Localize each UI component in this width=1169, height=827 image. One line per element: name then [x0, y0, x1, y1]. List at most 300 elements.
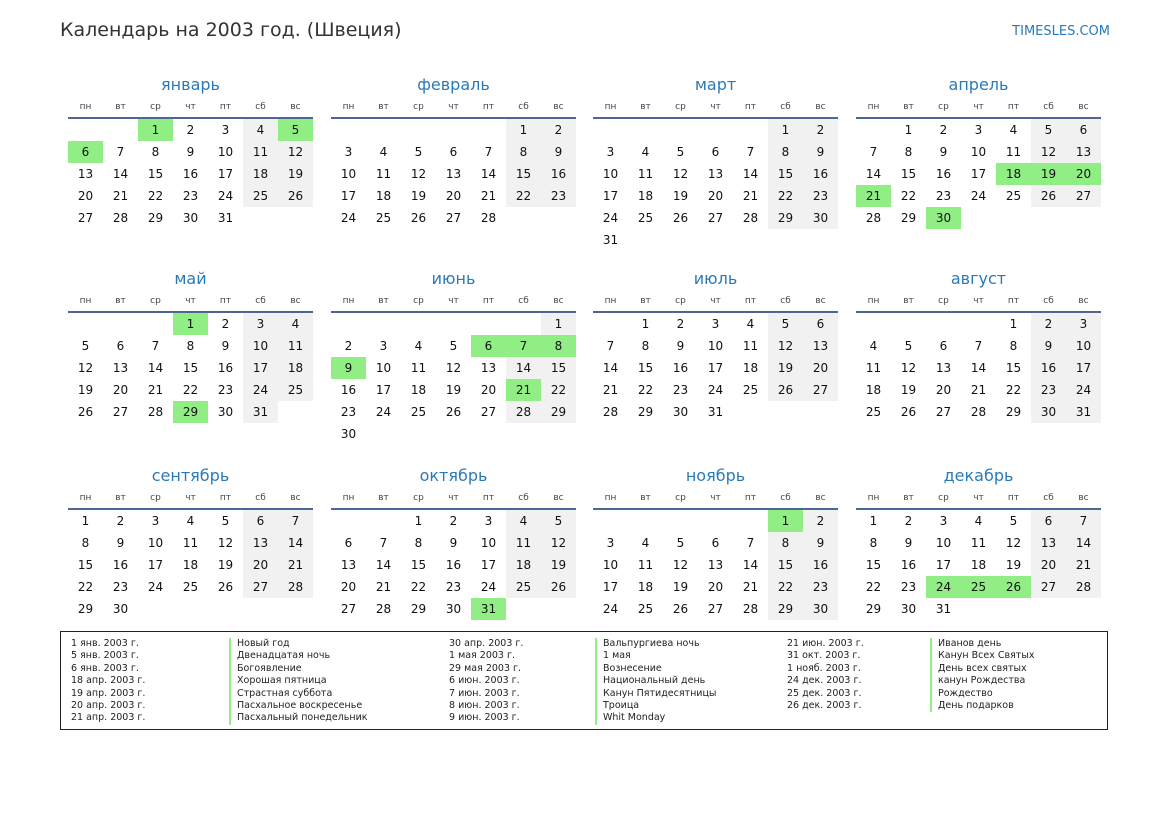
week-row [593, 510, 838, 532]
week-row [331, 598, 576, 620]
day-cell: 5 [676, 536, 685, 550]
week-row [68, 379, 313, 401]
week-row [856, 576, 1101, 598]
weekday-label: чт [973, 102, 984, 112]
day-cell: 12 [278, 141, 313, 163]
day-cell: 13 [112, 361, 129, 375]
day-cell: 17 [217, 167, 234, 181]
day-cell: 14 [742, 167, 759, 181]
day-cell: 14 [506, 357, 541, 379]
day-cell: 22 [182, 383, 199, 397]
day-cell: 25 [182, 580, 199, 594]
legend-entry: 1 мая [595, 650, 716, 662]
day-cell: 8 [186, 339, 195, 353]
weekday-header [856, 97, 1101, 119]
legend-entry: 21 июн. 2003 г. [787, 638, 864, 649]
empty-day-cell [698, 510, 733, 532]
day-cell: 11 [865, 361, 882, 375]
day-cell: 21 [375, 580, 392, 594]
day-cell: 18 [278, 357, 313, 379]
day-cell: 1 [904, 123, 913, 137]
day-cell: 8 [904, 145, 913, 159]
day-cell: 22 [541, 379, 576, 401]
day-cell: 16 [672, 361, 689, 375]
day-cell: 18 [637, 580, 654, 594]
day-cell: 19 [672, 189, 689, 203]
day-cell: 13 [1066, 141, 1101, 163]
day-cell: 6 [471, 335, 506, 357]
month-1 [68, 73, 313, 229]
day-cell: 19 [77, 383, 94, 397]
empty-day-cell [593, 510, 628, 532]
weekday-header [593, 291, 838, 313]
empty-day-cell [541, 598, 576, 620]
legend-entry: 1 нояб. 2003 г. [787, 662, 861, 674]
day-cell: 28 [480, 211, 497, 225]
day-cell: 17 [147, 558, 164, 572]
day-cell: 8 [81, 536, 90, 550]
day-cell: 19 [900, 383, 917, 397]
week-row [331, 335, 576, 357]
day-cell: 25 [865, 405, 882, 419]
day-cell: 30 [340, 427, 357, 441]
week-row [68, 163, 313, 185]
day-cell: 11 [970, 536, 987, 550]
empty-day-cell [628, 119, 663, 141]
day-cell: 21 [602, 383, 619, 397]
day-cell: 6 [1031, 510, 1066, 532]
weekday-label: пт [744, 102, 757, 112]
empty-day-cell [698, 229, 733, 251]
weekday-label: чт [185, 102, 196, 112]
day-cell: 24 [602, 602, 619, 616]
day-cell: 18 [243, 163, 278, 185]
day-cell: 29 [147, 211, 164, 225]
day-cell: 4 [869, 339, 878, 353]
day-cell: 23 [803, 576, 838, 598]
day-cell: 22 [865, 580, 882, 594]
day-cell: 27 [112, 405, 129, 419]
month-6 [331, 267, 576, 445]
day-cell: 26 [1031, 185, 1066, 207]
empty-day-cell [856, 313, 891, 335]
empty-day-cell [471, 119, 506, 141]
day-cell: 25 [278, 379, 313, 401]
legend-entry: 18 апр. 2003 г. [71, 675, 146, 687]
empty-day-cell [471, 423, 506, 445]
day-cell: 9 [904, 536, 913, 550]
day-cell: 24 [217, 189, 234, 203]
day-cell: 1 [414, 514, 423, 528]
day-cell: 13 [707, 558, 724, 572]
week-row [331, 532, 576, 554]
day-cell: 28 [147, 405, 164, 419]
day-cell: 23 [900, 580, 917, 594]
empty-day-cell [366, 313, 401, 335]
day-cell: 5 [541, 510, 576, 532]
weekday-label: пн [342, 296, 355, 306]
weekday-label: вт [115, 493, 126, 503]
weekday-header [331, 488, 576, 510]
day-cell: 2 [1031, 313, 1066, 335]
day-cell: 7 [506, 335, 541, 357]
empty-day-cell [103, 119, 138, 141]
day-cell: 24 [375, 405, 392, 419]
empty-day-cell [173, 598, 208, 620]
day-cell: 5 [278, 119, 313, 141]
empty-day-cell [1066, 598, 1101, 620]
weekday-label: пт [1007, 493, 1020, 503]
day-cell: 17 [707, 361, 724, 375]
week-row [331, 357, 576, 379]
day-cell: 4 [414, 339, 423, 353]
day-cell: 23 [541, 185, 576, 207]
day-cell: 16 [112, 558, 129, 572]
day-cell: 2 [803, 119, 838, 141]
month-7 [593, 267, 838, 423]
legend-entry: Пасхальное воскресенье [229, 700, 368, 712]
day-cell: 15 [77, 558, 94, 572]
day-cell: 9 [1031, 335, 1066, 357]
legend-names-column-3 [930, 638, 1034, 712]
empty-day-cell [506, 423, 541, 445]
week-row [856, 554, 1101, 576]
weekday-label: чт [973, 296, 984, 306]
empty-day-cell [471, 313, 506, 335]
day-cell: 7 [379, 536, 388, 550]
day-cell: 4 [641, 536, 650, 550]
day-cell: 15 [768, 554, 803, 576]
weekday-label: вт [378, 296, 389, 306]
empty-day-cell [628, 229, 663, 251]
day-cell: 2 [344, 339, 353, 353]
weekday-label: ср [150, 102, 161, 112]
day-cell: 9 [939, 145, 948, 159]
day-cell: 11 [506, 532, 541, 554]
day-cell: 1 [768, 119, 803, 141]
weekday-header [593, 488, 838, 510]
day-cell: 1 [173, 313, 208, 335]
day-cell: 12 [672, 558, 689, 572]
day-cell: 3 [484, 514, 493, 528]
empty-day-cell [243, 598, 278, 620]
day-cell: 20 [707, 189, 724, 203]
month-name: май [174, 269, 207, 288]
weekday-label: сб [255, 296, 266, 306]
day-cell: 16 [541, 163, 576, 185]
day-cell: 13 [77, 167, 94, 181]
weekday-label: ср [675, 296, 686, 306]
day-cell: 1 [768, 510, 803, 532]
weekday-label: ср [938, 296, 949, 306]
day-cell: 4 [1009, 123, 1018, 137]
legend-entry: 7 июн. 2003 г. [449, 687, 520, 699]
day-cell: 25 [506, 576, 541, 598]
day-cell: 9 [186, 145, 195, 159]
week-row [593, 163, 838, 185]
day-cell: 27 [707, 211, 724, 225]
day-cell: 7 [974, 339, 983, 353]
day-cell: 12 [445, 361, 462, 375]
legend-entry: Богоявление [229, 663, 368, 675]
week-row [593, 185, 838, 207]
weekday-label: пт [744, 493, 757, 503]
day-cell: 1 [869, 514, 878, 528]
legend-entry: Национальный день [595, 675, 716, 687]
weekday-label: сб [1043, 493, 1054, 503]
week-row [68, 598, 313, 620]
legend-entry: 31 окт. 2003 г. [787, 650, 861, 662]
empty-day-cell [436, 423, 471, 445]
day-cell: 15 [506, 163, 541, 185]
month-name: март [694, 75, 737, 94]
weekday-label: пн [342, 102, 355, 112]
empty-day-cell [768, 401, 803, 423]
week-row [593, 119, 838, 141]
day-cell: 2 [939, 123, 948, 137]
day-cell: 5 [904, 339, 913, 353]
day-cell: 4 [186, 514, 195, 528]
week-row [331, 185, 576, 207]
weekday-label: чт [185, 296, 196, 306]
day-cell: 12 [541, 532, 576, 554]
day-cell: 29 [410, 602, 427, 616]
day-cell: 10 [480, 536, 497, 550]
week-row [856, 313, 1101, 335]
day-cell: 20 [112, 383, 129, 397]
day-cell: 28 [506, 401, 541, 423]
day-cell: 7 [278, 510, 313, 532]
empty-day-cell [68, 119, 103, 141]
day-cell: 25 [742, 383, 759, 397]
day-cell: 10 [147, 536, 164, 550]
day-cell: 23 [340, 405, 357, 419]
legend-entry: Whit Monday [595, 712, 716, 724]
month-10 [331, 464, 576, 620]
legend-entry: 5 янв. 2003 г. [71, 650, 139, 662]
day-cell: 19 [217, 558, 234, 572]
day-cell: 26 [217, 580, 234, 594]
empty-day-cell [961, 207, 996, 229]
day-cell: 15 [900, 167, 917, 181]
day-cell: 10 [375, 361, 392, 375]
day-cell: 3 [221, 123, 230, 137]
day-cell: 20 [445, 189, 462, 203]
month-name: август [950, 269, 1007, 288]
weekday-label: чт [710, 102, 721, 112]
day-cell: 4 [641, 145, 650, 159]
day-cell: 20 [340, 580, 357, 594]
empty-day-cell [733, 229, 768, 251]
day-cell: 13 [480, 361, 497, 375]
day-cell: 21 [742, 189, 759, 203]
day-cell: 15 [1005, 361, 1022, 375]
week-row [68, 207, 313, 229]
day-cell: 5 [81, 339, 90, 353]
weekday-label: сб [255, 493, 266, 503]
day-cell: 19 [768, 357, 803, 379]
day-cell: 6 [803, 313, 838, 335]
legend-entry: Канун Пятидесятницы [595, 688, 716, 700]
legend-entry: Иванов день [930, 638, 1034, 650]
weekday-label: вс [553, 296, 564, 306]
weekday-label: пт [1007, 102, 1020, 112]
day-cell: 6 [449, 145, 458, 159]
day-cell: 13 [243, 532, 278, 554]
day-cell: 22 [77, 580, 94, 594]
day-cell: 14 [112, 167, 129, 181]
day-cell: 3 [1066, 313, 1101, 335]
weekday-header [331, 291, 576, 313]
day-cell: 4 [278, 313, 313, 335]
month-name: февраль [417, 75, 490, 94]
week-row [68, 313, 313, 335]
day-cell: 1 [541, 313, 576, 335]
legend-entry: 25 дек. 2003 г. [787, 687, 862, 699]
day-cell: 5 [768, 313, 803, 335]
week-row [593, 229, 838, 251]
day-cell: 27 [1066, 185, 1101, 207]
week-row [856, 401, 1101, 423]
legend-entry: 24 дек. 2003 г. [787, 675, 862, 687]
empty-day-cell [243, 207, 278, 229]
day-cell: 8 [641, 339, 650, 353]
day-cell: 13 [935, 361, 952, 375]
day-cell: 7 [746, 536, 755, 550]
weekday-label: сб [780, 493, 791, 503]
day-cell: 17 [243, 357, 278, 379]
day-cell: 19 [410, 189, 427, 203]
day-cell: 9 [331, 357, 366, 379]
day-cell: 8 [541, 335, 576, 357]
day-cell: 4 [746, 317, 755, 331]
week-row [331, 401, 576, 423]
day-cell: 18 [970, 558, 987, 572]
day-cell: 12 [900, 361, 917, 375]
legend-entry: 6 июн. 2003 г. [449, 675, 520, 687]
day-cell: 20 [1066, 163, 1101, 185]
week-row [856, 119, 1101, 141]
empty-day-cell [366, 510, 401, 532]
day-cell: 25 [410, 405, 427, 419]
day-cell: 21 [112, 189, 129, 203]
day-cell: 20 [243, 554, 278, 576]
week-row [593, 532, 838, 554]
weekday-label: пт [482, 296, 495, 306]
day-cell: 28 [865, 211, 882, 225]
empty-day-cell [996, 207, 1031, 229]
day-cell: 12 [768, 335, 803, 357]
day-cell: 20 [1031, 554, 1066, 576]
day-cell: 4 [506, 510, 541, 532]
weekday-label: пн [79, 493, 92, 503]
day-cell: 15 [410, 558, 427, 572]
day-cell: 14 [865, 167, 882, 181]
empty-day-cell [996, 598, 1031, 620]
month-name: июнь [431, 269, 476, 288]
day-cell: 27 [243, 576, 278, 598]
weekday-label: вт [115, 102, 126, 112]
day-cell: 23 [182, 189, 199, 203]
weekday-label: сб [518, 296, 529, 306]
day-cell: 10 [217, 145, 234, 159]
weekday-label: вс [1078, 493, 1089, 503]
day-cell: 30 [182, 211, 199, 225]
day-cell: 27 [77, 211, 94, 225]
day-cell: 27 [480, 405, 497, 419]
empty-day-cell [891, 313, 926, 335]
day-cell: 4 [974, 514, 983, 528]
day-cell: 2 [186, 123, 195, 137]
week-row [331, 379, 576, 401]
day-cell: 24 [970, 189, 987, 203]
weekday-label: вт [640, 493, 651, 503]
empty-day-cell [803, 401, 838, 423]
day-cell: 22 [147, 189, 164, 203]
day-cell: 18 [865, 383, 882, 397]
page-title: Календарь на 2003 год. (Швеция) [60, 19, 402, 41]
empty-day-cell [663, 229, 698, 251]
weekday-label: ср [413, 102, 424, 112]
day-cell: 2 [449, 514, 458, 528]
weekday-label: вт [903, 296, 914, 306]
day-cell: 23 [1031, 379, 1066, 401]
day-cell: 7 [116, 145, 125, 159]
weekday-label: пн [79, 102, 92, 112]
day-cell: 24 [147, 580, 164, 594]
empty-day-cell [278, 598, 313, 620]
day-cell: 11 [1005, 145, 1022, 159]
day-cell: 9 [676, 339, 685, 353]
day-cell: 8 [768, 141, 803, 163]
day-cell: 3 [974, 123, 983, 137]
week-row [68, 401, 313, 423]
day-cell: 14 [278, 532, 313, 554]
day-cell: 27 [707, 602, 724, 616]
weekday-label: чт [448, 102, 459, 112]
weekday-label: сб [1043, 102, 1054, 112]
day-cell: 10 [243, 335, 278, 357]
empty-day-cell [506, 598, 541, 620]
empty-day-cell [436, 313, 471, 335]
legend-entry: Страстная суббота [229, 688, 368, 700]
day-cell: 3 [151, 514, 160, 528]
day-cell: 13 [803, 335, 838, 357]
week-row [331, 313, 576, 335]
day-cell: 14 [970, 361, 987, 375]
empty-day-cell [208, 598, 243, 620]
day-cell: 6 [68, 141, 103, 163]
weekday-label: ср [675, 493, 686, 503]
day-cell: 22 [768, 576, 803, 598]
weekday-label: ср [150, 296, 161, 306]
weekday-label: сб [780, 296, 791, 306]
day-cell: 16 [340, 383, 357, 397]
day-cell: 3 [711, 317, 720, 331]
month-name: октябрь [419, 466, 488, 485]
month-name: июль [693, 269, 738, 288]
day-cell: 27 [1031, 576, 1066, 598]
day-cell: 10 [970, 145, 987, 159]
day-cell: 14 [147, 361, 164, 375]
legend-entry: 1 мая 2003 г. [449, 650, 515, 662]
day-cell: 22 [1005, 383, 1022, 397]
weekday-label: чт [710, 493, 721, 503]
site-link[interactable]: TIMESLES.COM [1012, 24, 1110, 39]
weekday-label: пн [342, 493, 355, 503]
empty-day-cell [961, 313, 996, 335]
week-row [68, 335, 313, 357]
